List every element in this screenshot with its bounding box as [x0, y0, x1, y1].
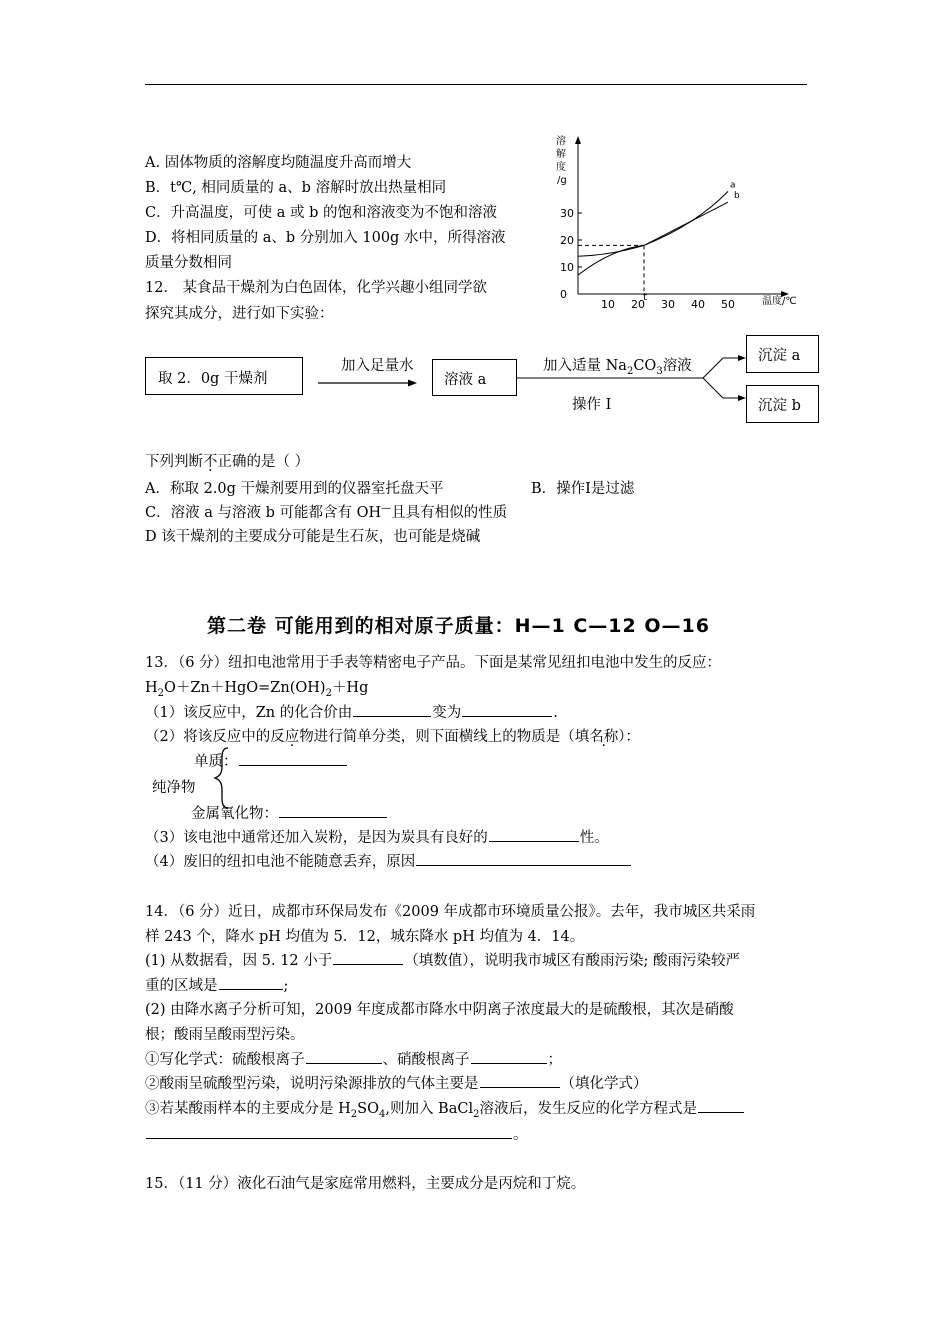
answer-blank[interactable]	[219, 975, 283, 990]
flow-box-sample-label: 取 2．0g 干燥剂	[158, 371, 268, 387]
y-tick-label: 10	[560, 261, 574, 274]
y-label-char: 溶	[556, 136, 566, 147]
answer-blank[interactable]	[333, 950, 403, 965]
q12-option-d: D 该干燥剂的主要成分可能是生石灰，也可能是烧碱	[145, 529, 481, 545]
header-rule	[145, 84, 807, 85]
q14-stem-cont: 样 243 个，降水 pH 均值为 5．12，城东降水 pH 均值为 4．14。	[145, 929, 585, 945]
y-tick-label: 30	[560, 207, 574, 220]
section-title: 第二卷 可能用到的相对原子质量：H—1 C—12 O—16	[207, 615, 710, 637]
flow-box-sample	[145, 357, 303, 395]
answer-blank[interactable]	[698, 1098, 744, 1113]
x-tick-label: 20	[631, 298, 645, 311]
q14-part1: (1) 从数据看，因 5. 12 小于 （填数值），说明我市城区有酸雨污染; 酸雨污染较严	[145, 949, 740, 970]
q13-part3: （3）该电池中通常还加入炭粉，是因为炭具有良好的 性。	[145, 826, 609, 847]
answer-blank[interactable]	[462, 702, 552, 717]
x-tick-label: 10	[601, 298, 615, 311]
q13-metal-oxide-label: 金属氧化物：	[191, 802, 388, 823]
flow-operation-label: 操作 I	[572, 397, 612, 413]
flow-arrow2-label: 加入适量 $Na_2CO_3$溶液	[543, 358, 692, 377]
q14-part2-cont: 根；酸雨呈酸雨型污染。	[145, 1027, 305, 1043]
flow-box-precipitate-b	[746, 385, 819, 423]
q13-part1: （1）该反应中，Zn 的化合价由 变为 .	[145, 701, 558, 722]
q11-option-c: C．升高温度，可使 a 或 b 的饱和溶液变为不饱和溶液	[145, 205, 497, 221]
q11-option-d-cont: 质量分数相同	[145, 255, 232, 271]
y-tick-label: 20	[560, 234, 574, 247]
answer-blank[interactable]	[353, 702, 431, 717]
flow-box-precipitate-a-label: 沉淀 a	[758, 348, 801, 364]
curve-b	[578, 202, 728, 256]
q14-item1: ①写化学式：硫酸根离子 、硝酸根离子 ；	[145, 1048, 562, 1069]
q11-option-b: B．t℃, 相同质量的 a、b 溶解时放出热量相同	[145, 180, 447, 196]
q14-part1-cont: 重的区域是 ;	[145, 974, 288, 995]
q12-option-b: B．操作Ⅰ是过滤	[531, 481, 635, 497]
q13-elemental-label: 单质：	[194, 750, 348, 771]
q13-brace	[212, 746, 234, 810]
q14-part2: (2) 由降水离子分析可知，2009 年度成都市降水中阴离子浓度最大的是硫酸根，其次是硝酸	[145, 1002, 734, 1018]
flow-arrow-1	[318, 378, 418, 388]
q13-part2: （2）将该反应中的反应物进行简单分类，则下面横线上的物质是（填名称）：	[145, 729, 640, 745]
x-tick-label: 30	[661, 298, 675, 311]
q15-stem: 15．（11 分）液化石油气是家庭常用燃料，主要成分是丙烷和丁烷。	[145, 1176, 586, 1192]
q12-question: 下列判断不正确的是（ ）	[145, 454, 310, 470]
q14-item2: ②酸雨呈硫酸型污染，说明污染源排放的气体主要是 （填化学式）	[145, 1072, 648, 1093]
solubility-graph	[540, 128, 810, 313]
flow-box-precipitate-a	[746, 335, 819, 373]
curve-label-a: a	[730, 180, 736, 191]
answer-blank[interactable]	[416, 851, 631, 866]
q11-option-d: D．将相同质量的 a、b 分别加入 100g 水中，所得溶液	[145, 230, 506, 246]
flow-box-solution-a	[432, 359, 517, 396]
q12-option-c: C．溶液 a 与溶液 b 可能都含有 OH—且具有相似的性质	[145, 503, 508, 521]
flow-arrow1-label: 加入足量水	[341, 358, 414, 374]
q14-item3: ③若某酸雨样本的主要成分是 $H_2SO_4$,则加入 BaCl$_2$溶液后，发生反应的化学方程式是	[145, 1097, 745, 1120]
y-label-char: 解	[556, 149, 566, 160]
q13-equation: $H_2O+Zn+HgO=Zn(OH)_2+Hg$	[145, 680, 369, 699]
y-axis-arrow	[575, 136, 581, 144]
graph-y-label	[556, 134, 567, 186]
answer-blank[interactable]	[239, 751, 347, 766]
q13-pure-substance-label: 纯净物	[152, 780, 196, 796]
x-tick-label: 40	[691, 298, 705, 311]
y-label-char: 度	[556, 162, 566, 173]
t-marker-label: t	[643, 292, 647, 303]
q12-option-a: A．称取 2.0g 干燥剂要用到的仪器室托盘天平	[145, 481, 444, 497]
answer-blank[interactable]	[279, 803, 387, 818]
curve-label-b: b	[734, 191, 740, 202]
flow-box-solution-a-label: 溶液 a	[444, 372, 487, 388]
q14-item3-cont: 。	[145, 1123, 528, 1144]
x-tick-label: 50	[721, 298, 735, 311]
q11-option-a: A. 固体物质的溶解度均随温度升高而增大	[145, 155, 412, 171]
answer-blank[interactable]	[306, 1049, 382, 1064]
q12-stem: 12． 某食品干燥剂为白色固体，化学兴趣小组同学欲	[145, 280, 488, 296]
flow-box-precipitate-b-label: 沉淀 b	[758, 398, 801, 414]
q14-stem: 14．（6 分）近日，成都市环保局发布《2009 年成都市环境质量公报》。去年，我市城区共采雨	[145, 904, 756, 920]
answer-blank[interactable]	[146, 1124, 512, 1139]
x-axis-label: 温度/℃	[762, 296, 797, 307]
y-label-char: /g	[557, 175, 567, 186]
q13-part4: （4）废旧的纽扣电池不能随意丢弃，原因	[145, 850, 632, 871]
curve-a	[578, 191, 728, 275]
q13-stem: 13．（6 分）纽扣电池常用于手表等精密电子产品。下面是某常见纽扣电池中发生的反应：	[145, 655, 722, 671]
answer-blank[interactable]	[489, 827, 579, 842]
answer-blank[interactable]	[471, 1049, 547, 1064]
q12-stem-cont: 探究其成分，进行如下实验：	[145, 306, 334, 322]
answer-blank[interactable]	[480, 1073, 560, 1088]
flow-branch-connector	[517, 345, 749, 413]
y-tick-label: 0	[560, 288, 567, 301]
